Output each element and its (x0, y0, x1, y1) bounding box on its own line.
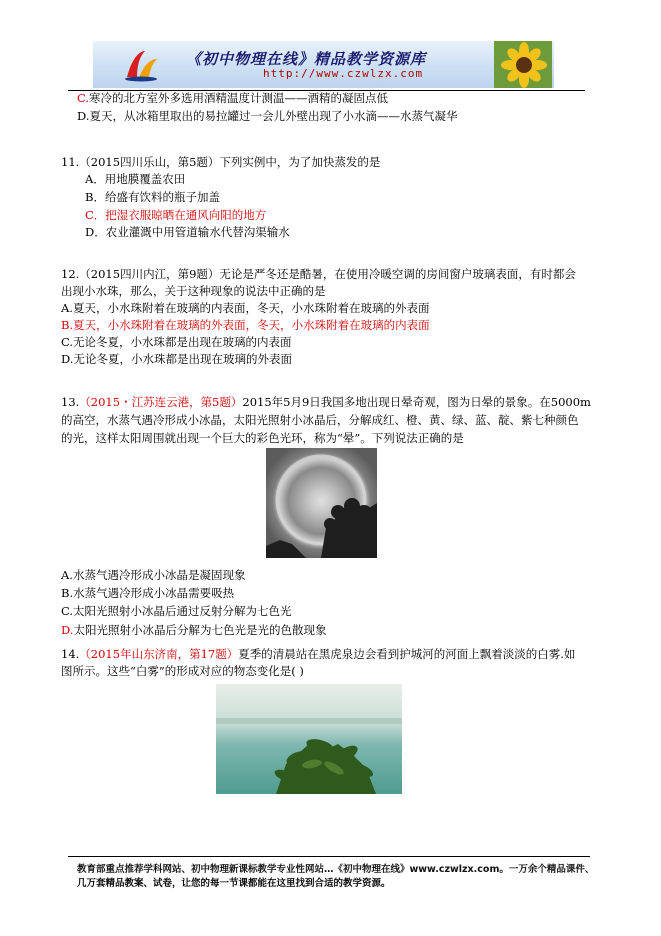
q11-option-d: D．农业灌溉中用管道输水代替沟渠输水 (85, 225, 290, 239)
footer-line2: 几万套精品教案、试卷，让您的每一节课都能在这里找到合适的教学资源。 (77, 878, 391, 889)
q12-stem-line2: 出现小水珠，那么，关于这种现象的说法中正确的是 (61, 284, 326, 298)
q13-option-c: C.太阳光照射小冰晶后通过反射分解为七色光 (61, 604, 292, 618)
sun-halo-photo (266, 448, 377, 558)
question-source: （2015・江苏连云港，第5题） (79, 395, 243, 409)
footer-line1: 教育部重点推荐学科网站、初中物理新课标教学专业性网站…《初中物理在线》www.czwlzx.com。一万余个精品课件、 (77, 864, 595, 875)
question-number: 11. (61, 155, 80, 169)
question-text: 2015年5月9日我国多地出现日晕奇观，图为日晕的景象。在5000m (242, 395, 591, 409)
q12-option-a: A.夏天，小水珠附着在玻璃的内表面，冬天，小水珠附着在玻璃的外表面 (61, 301, 430, 315)
q14-stem-line2: 图所示。这些“白雾”的形成对应的物态变化是( ) (61, 664, 304, 678)
q12-option-b: B.夏天，小水珠附着在玻璃的外表面，冬天，小水珠附着在玻璃的内表面 (61, 318, 430, 332)
question-number: 12. (61, 267, 80, 281)
q12-option-d: D.无论冬夏，小水珠都是出现在玻璃的外表面 (61, 352, 292, 366)
option-text: 太阳光照射小冰晶后分解为七色光是光的色散现象 (73, 623, 327, 637)
question-text: 下列实例中，为了加快蒸发的是 (219, 155, 381, 169)
question-number: 13. (61, 395, 80, 409)
header-banner (93, 41, 554, 88)
q13-option-b: B.水蒸气遇冷形成小冰晶需要吸热 (61, 586, 235, 600)
prev-option-d: D.夏天，从冰箱里取出的易拉罐过一会儿外壁出现了小水滴——水蒸气凝华 (77, 109, 458, 123)
q11-option-b: B．给盛有饮料的瓶子加盖 (85, 190, 220, 204)
option-text: 寒冷的北方室外多选用酒精温度计测温——酒精的凝固点低 (89, 91, 389, 105)
footer-rule (68, 856, 590, 857)
misty-river-photo (216, 684, 402, 794)
q13-option-d (61, 622, 326, 638)
banner-url[interactable]: http://www.czwlzx.com (263, 67, 424, 80)
q11-option-c: C．把湿衣服晾晒在通风向阳的地方 (85, 208, 267, 222)
site-logo (123, 47, 159, 83)
question-text: 夏季的清晨站在黑虎泉边会看到护城河的河面上飘着淡淡的白雾.如 (238, 647, 576, 661)
prev-option-c (77, 90, 388, 106)
q13-stem-line3: 的光，这样太阳周围就出现一个巨大的彩色光环，称为“晕”。下列说法正确的是 (61, 431, 464, 445)
question-source: （2015四川内江，第9题） (79, 267, 220, 281)
option-letter: C. (77, 91, 90, 105)
q13-stem-line2: 的高空，水蒸气遇冷形成小冰晶，太阳光照射小冰晶后，分解成红、橙、黄、绿、蓝、靛、紫七种颜色 (61, 413, 579, 427)
question-source: （2015年山东济南，第17题） (79, 647, 239, 661)
q13-option-a: A.水蒸气遇冷形成小冰晶是凝固现象 (61, 568, 246, 582)
option-letter: D. (61, 623, 74, 637)
question-number: 14. (61, 647, 80, 661)
sunflower-image (494, 41, 552, 88)
q12-stem-line1 (61, 266, 576, 282)
q12-option-c: C.无论冬夏，小水珠都是出现在玻璃的内表面 (61, 335, 292, 349)
question-text: 无论是严冬还是酷暑，在使用冷暖空调的房间窗户玻璃表面，有时都会 (219, 267, 576, 281)
q11-stem (61, 154, 380, 170)
banner-title: 《初中物理在线》精品教学资源库 (186, 50, 427, 68)
question-source: （2015四川乐山，第5题） (79, 155, 220, 169)
q14-stem-line1 (61, 646, 575, 662)
q11-option-a: A．用地膜覆盖农田 (85, 172, 186, 186)
q13-stem-line1 (61, 394, 591, 410)
